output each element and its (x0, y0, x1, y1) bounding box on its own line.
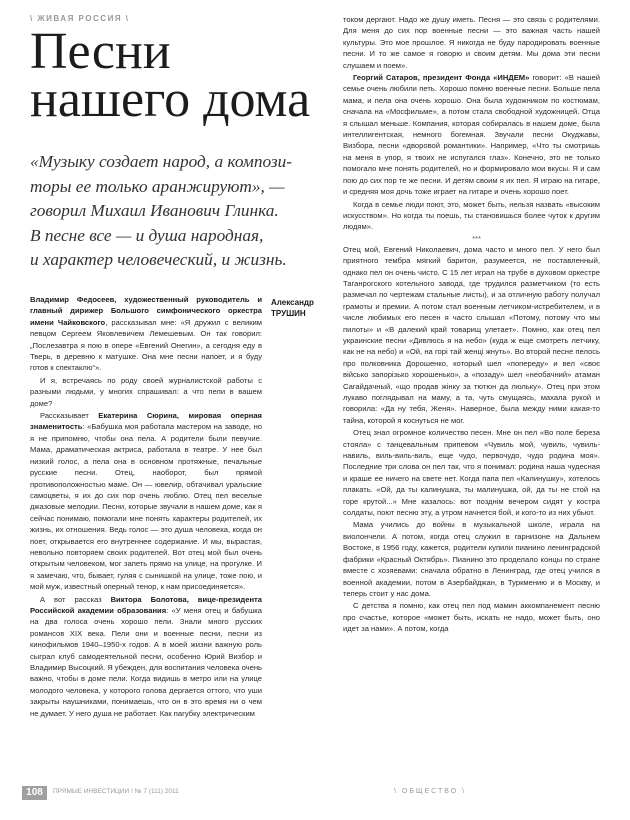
paragraph (30, 410, 262, 593)
paragraph (30, 375, 262, 409)
paragraph: Когда в семье люди поют, это, может быть, нельзя назвать «высоким искусством». Но когда ты поешь, ты становишься более чуток к другим людям». (343, 199, 600, 232)
paragraph: Мама учились до войны в музыкальной школе, играла на виолончели. А потом, когда отец служил в гарнизоне на Дальнем Востоке, в 1956 году, кажется, родители купили пианино ленинградской фабрики «Красный Октябрь». Пианино это проделало концы по стране вместе с хозяевами: сначала обратно в Ленинград, где отец учился в военной академии, потом в Азербайджан, в Туркмению и в Москву, и теперь стоит у нас дома. (343, 520, 600, 598)
magazine-name: ПРЯМЫЕ ИНВЕСТИЦИИ / № 7 (111) 2011 (53, 788, 179, 795)
paragraph-text: И я, встречаясь по роду своей журналистской работы с разными людьми, у многих спрашивал: а что пели в вашем доме? (30, 375, 262, 408)
page-number: 108 (22, 786, 47, 800)
title-line: нашего дома (30, 71, 311, 128)
speaker-name: Екатерина Сюрина, мировая оперная знаменитость (30, 411, 262, 432)
epigraph-line: «Музыку создает народ, а компози- (30, 152, 293, 171)
page-footer (0, 786, 630, 802)
speaker-name: Виктора Болотова, вице-президента Российской академии образования (30, 594, 262, 615)
paragraph-text: говорит: «В нашей семье очень любили петь. Хорошо помню военные песни. Больше пела мама, и пела она очень хорошо. Она была художником по костюмам, сначала на «Мосфильме», а потом стала свободной художницей. Отца я слышал меньше. Компания, которая собиралась в нашем доме, была интеллигентская, немного богемная. Звучали песни Окуджавы, Визбора, песни «дворовой романтики». Например, «Что ты смотришь на меня в упор, я твоих не испугался глаз». Конечно, это не только помогало мне понять родителей, но и формировало мои вкусы. Я и сам пою до сих пор те же песни. И детям своим я их пел. Я играю на гитаре, и средняя моя дочь тоже играет на гитаре и очень хорошо поет. (343, 73, 600, 197)
paragraph-text: : «Бабушка моя работала мастером на заводе, но я не припомню, чтобы она пела. А родители были певучие. Мама, драматическая актриса, работала в театре. У нее был низкий голос, а пела она в основном протяжные, печальные русские песни. Отец, наоборот, был прямой противоположностью маме. Он — ювелир, обтачивал уральские самоцветы, я их до сих пор очень люблю. Отец пел веселые джазовые мелодии. Песни, которые звучали в нашем доме, как я сейчас понимаю, помогали мне понять характеры родителей, их жизнь, их отношения. Ведь голос — это душа человека, когда он поет, открывается его внутреннее содержание. И мы, вырастая, невольно повторяем своих родителей. Вот отец мой был очень открытым человеком, мог запеть прямо на улице, на прогулке. И я замечаю, что, бывает, гуляя с сынишкой на улице, тоже пою, и мой муж, известный оперный тенор, к нам присоединяется». (30, 422, 262, 592)
section-divider: *** (472, 233, 481, 243)
paragraph (30, 294, 262, 374)
author-byline: Александр ТРУШИН (271, 298, 314, 318)
title-line: Песни (30, 23, 171, 80)
paragraph-text: Рассказывает (40, 411, 99, 421)
article-column-left (30, 294, 262, 720)
speaker-name: Владимир Федосеев, художественный руководитель и главный дирижер Большого симфонического оркестра имени Чайковского (30, 295, 262, 327)
epigraph-line: В песне все — и душа народная, (30, 225, 264, 245)
paragraph (30, 594, 262, 719)
epigraph-line: торы ее только аранжируют», — (30, 176, 285, 196)
page-title (30, 23, 350, 128)
paragraph-text: А вот рассказ (40, 594, 111, 604)
paragraph: С детства я помню, как отец пел под мамин аккомпанемент песню про счастье, которое «может быть, искать не надо, может быть, оно идет за нами». А потом, когда (343, 601, 600, 634)
epigraph (30, 150, 348, 273)
paragraph-text: , рассказывал мне: «Я дружил с великим певцом Сергеем Яковлевичем Лемешевым. Он так говорил: „Послезавтра я пою в опере «Евгений Онегин», а сегодня еду в Тверь, в деревню к матушке. Она мне песни напоет, и я буду готов к спектаклю“». (30, 317, 262, 373)
paragraph (343, 72, 600, 197)
rubric: \ ЖИВАЯ РОССИЯ \ (30, 14, 130, 23)
speaker-name: Георгий Сатаров, президент Фонда «ИНДЕМ» (353, 73, 530, 83)
paragraph: Отец мой, Евгений Николаевич, дома часто и много пел. У него был приятного тембра мягкий баритон, разумеется, не поставленный, однако пел он очень чисто. С 15 лет играл на трубе в духовом оркестре Таганрогского котельного завода, где трудился разметчиком (то есть размечал по чертежам стальные листы), и за отличную работу получал грамоты и премии. А потом стал военным летчиком-истребителем, и в числе любимых его песен я часто слышал «Потому, потому что мы пилоты» и «В далекий край товарищ улетает». Помню, как отец пел украинские песни «Дивлюсь я на небо» (куда ж еще смотреть летчику, как не на небо) и «Ой, на горі тай женці жнуть». Во второй песне пелось про полковника Дорошенко, который шел «попереду» и вел «своє військо запорізько хорошенько», а «позаду» шел «необачний» атаман Сагайдачный, «що продав жінку за тютюн да люльку». Отец при этом лукаво поглядывал на маму, а та, чуть смущаясь, махала рукой и говорила: «Да ну тебя, Женя». Наверное, была между ними какая-то тайна, которой я коснуться не мог. (343, 244, 600, 425)
paragraph: Отец знал огромное количество песен. Мне он пел «Во поле береза стояла» с танцевальным припевом «Чувиль мой, чувиль, чувиль-навиль, виль-виль-виль, еще чудо, первочудо, чудо родина моя». Последние три слова он пел так, что я понимал: родина наша чудесная и краше ее ничего на свете нет. Когда папа пел «Калинушку», хотелось плакать. «Ой, да ты калинушка, ты малинушка, ой, да ты не стой на горе крутой...» Мне казалось: вот позднім вечером сидят у костра солдаты, поют песню эту, а утром начнется бой, и кого-то из них убьют. (343, 428, 600, 518)
section-name: \ ОБЩЕСТВО \ (394, 788, 467, 795)
article-column-right (343, 14, 600, 636)
epigraph-line: говорил Михаил Иванович Глинка. (30, 201, 279, 220)
paragraph: током дергают. Надо же душу иметь. Песня — это связь с родителями. Для меня до сих пор военные песни — это важная часть нашей культуры. Это мое прошлое. Я никогда не буду пародировать военные песни. И то же самое я говорю и своим детям. Мы дома эти песни слушаем и поем». (343, 15, 600, 70)
epigraph-line: и характер человеческий, и жизнь. (30, 250, 287, 269)
paragraph-text: : «У меня отец и бабушка на два голоса очень хорошо пели. Знали много русских романсов XIX века. Пели они и военные песни, песни из кинофильмов 1940–1950-х годов. А в моей жизни важную роль сыграл клуб самодеятельной песни, особенно Юрий Визбор и Владимир Высоцкий. Я убежден, для воспитания человека очень важно, чтобы в доме пели. Когда видишь в метро или на улице молодого человека, у которого голова дергается оттого, что уши закрыты наушниками, понимаешь, что он в это время ни о чем не думает. У него душа не работает. Как пагубку электрическим (30, 605, 262, 718)
